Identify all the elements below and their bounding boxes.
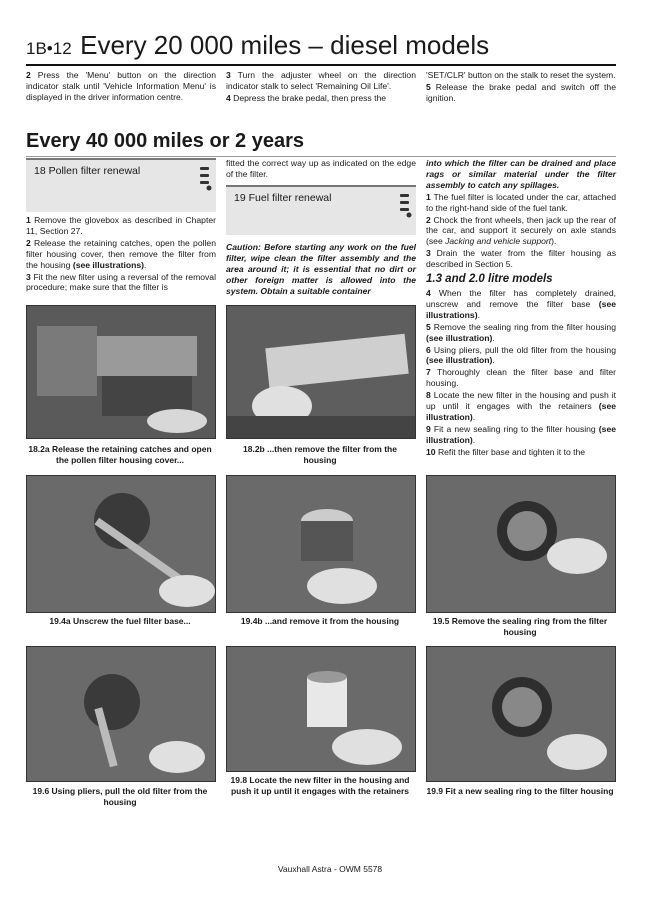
pollen-housing-illustration: [27, 306, 215, 438]
paragraph: 5 Release the brake pedal and switch off the ignition.: [426, 81, 616, 103]
difficulty-spanners-icon: [398, 191, 412, 221]
paragraph: 5 Remove the sealing ring from the filter housing (see illustration).: [426, 321, 616, 343]
photo-19-8: [226, 646, 416, 772]
pollen-continuation: fitted the correct way up as indicated on the edge of the filter.: [226, 158, 416, 179]
caution-continuation: into which the filter can be drained and place rags or similar material under the filter assembly to catch any spillages.: [426, 158, 616, 190]
photo-19-9: [426, 646, 616, 782]
caption-19-4a: 19.4a Unscrew the fuel filter base...: [49, 616, 191, 626]
caption-19-5: 19.5 Remove the sealing ring from the filter housing: [432, 616, 608, 637]
page-number: 1B•12: [26, 39, 72, 58]
photo-19-4a: [26, 475, 216, 613]
caption-19-6: 19.6 Using pliers, pull the old filter from the housing: [32, 786, 208, 807]
right-column: [426, 158, 616, 459]
caution-text: Caution: Before starting any work on the fuel filter, wipe clean the filter assembly and the area around it; it is essential that no dirt or other foreign matter is allowed into the system. Obtain a suitable container: [226, 242, 416, 296]
paragraph: 3 Turn the adjuster wheel on the direction indicator stalk to select 'Remaining Oil Life'.: [226, 70, 416, 91]
paragraph: 3 Drain the water from the filter housing as described in Section 5.: [426, 248, 616, 270]
paragraph: 4 When the filter has completely drained, unscrew and remove the filter base (see illustrations).: [426, 287, 616, 320]
fit-sealing-ring-illustration: [427, 647, 615, 781]
fuel-box-title: 19 Fuel filter renewal: [234, 192, 332, 204]
paragraph: 2 Release the retaining catches, open the pollen filter housing cover, then remove the filter from the housing (see illustrations).: [26, 237, 216, 270]
photo-19-5: [426, 475, 616, 613]
top-column-3: [426, 70, 616, 105]
unscrew-filter-illustration: [27, 476, 215, 612]
top-column-2: [226, 70, 416, 105]
section-title: Every 40 000 miles or 2 years: [26, 130, 616, 157]
caption-19-8: 19.8 Locate the new filter in the housing and push it up until it engages with the retainers: [230, 775, 410, 796]
photo-18-2a: [26, 305, 216, 439]
caption-18-2a: 18.2a Release the retaining catches and open the pollen filter housing cover...: [28, 444, 212, 465]
paragraph: 4 Depress the brake pedal, then press the: [226, 92, 387, 103]
paragraph: 6 Using pliers, pull the old filter from the housing (see illustration).: [426, 344, 616, 366]
paragraph: 2 Chock the front wheels, then jack up the rear of the car, and support it securely on axle stands (see Jacking and vehicle support).: [426, 214, 616, 247]
paragraph: 9 Fit a new sealing ring to the filter housing (see illustration).: [426, 423, 616, 445]
caption-18-2b: 18.2b ...then remove the filter from the housing: [243, 444, 397, 465]
caption-19-4b: 19.4b ...and remove it from the housing: [240, 616, 400, 626]
subheading: 1.3 and 2.0 litre models: [426, 273, 553, 286]
page-header: [26, 30, 616, 66]
remove-sealing-ring-illustration: [427, 476, 615, 612]
page-title: Every 20 000 miles – diesel models: [80, 30, 490, 60]
photo-19-6: [26, 646, 216, 782]
paragraph: 8 Locate the new filter in the housing and push it up until it engages with the retainers (see illustration).: [426, 390, 616, 422]
pliers-old-filter-illustration: [27, 647, 215, 781]
top-column-1: [26, 70, 216, 104]
paragraph: 1 Remove the glovebox as described in Chapter 11, Section 27.: [26, 215, 216, 236]
pollen-text: [26, 215, 216, 294]
paragraph: 'SET/CLR' button on the stalk to reset the system.: [426, 70, 616, 80]
paragraph: 3 Fit the new filter using a reversal of the removal procedure; make sure that the filter is: [26, 271, 216, 293]
caption-19-9: 19.9 Fit a new sealing ring to the filter housing: [426, 786, 614, 796]
pollen-filter-box: [26, 158, 216, 212]
paragraph: 2 Press the 'Menu' button on the direction indicator stalk until 'Vehicle Information Menu' is displayed in the driver information centre.: [26, 70, 216, 102]
photo-19-4b: [226, 475, 416, 613]
paragraph: 7 Thoroughly clean the filter base and filter housing.: [426, 367, 616, 389]
locate-new-filter-illustration: [227, 647, 415, 771]
page-footer: Vauxhall Astra - OWM 5578: [277, 864, 383, 874]
paragraph: 1 The fuel filter is located under the car, attached to the right-hand side of the fuel tank.: [426, 191, 616, 213]
photo-18-2b: [226, 305, 416, 439]
difficulty-spanners-icon: [198, 164, 212, 194]
pollen-filter-removal-illustration: [227, 306, 415, 438]
paragraph: 10 Refit the filter base and tighten it to the: [426, 446, 586, 457]
pollen-box-title: 18 Pollen filter renewal: [34, 165, 141, 177]
fuel-filter-box: [226, 185, 416, 235]
remove-filter-base-illustration: [227, 476, 415, 612]
